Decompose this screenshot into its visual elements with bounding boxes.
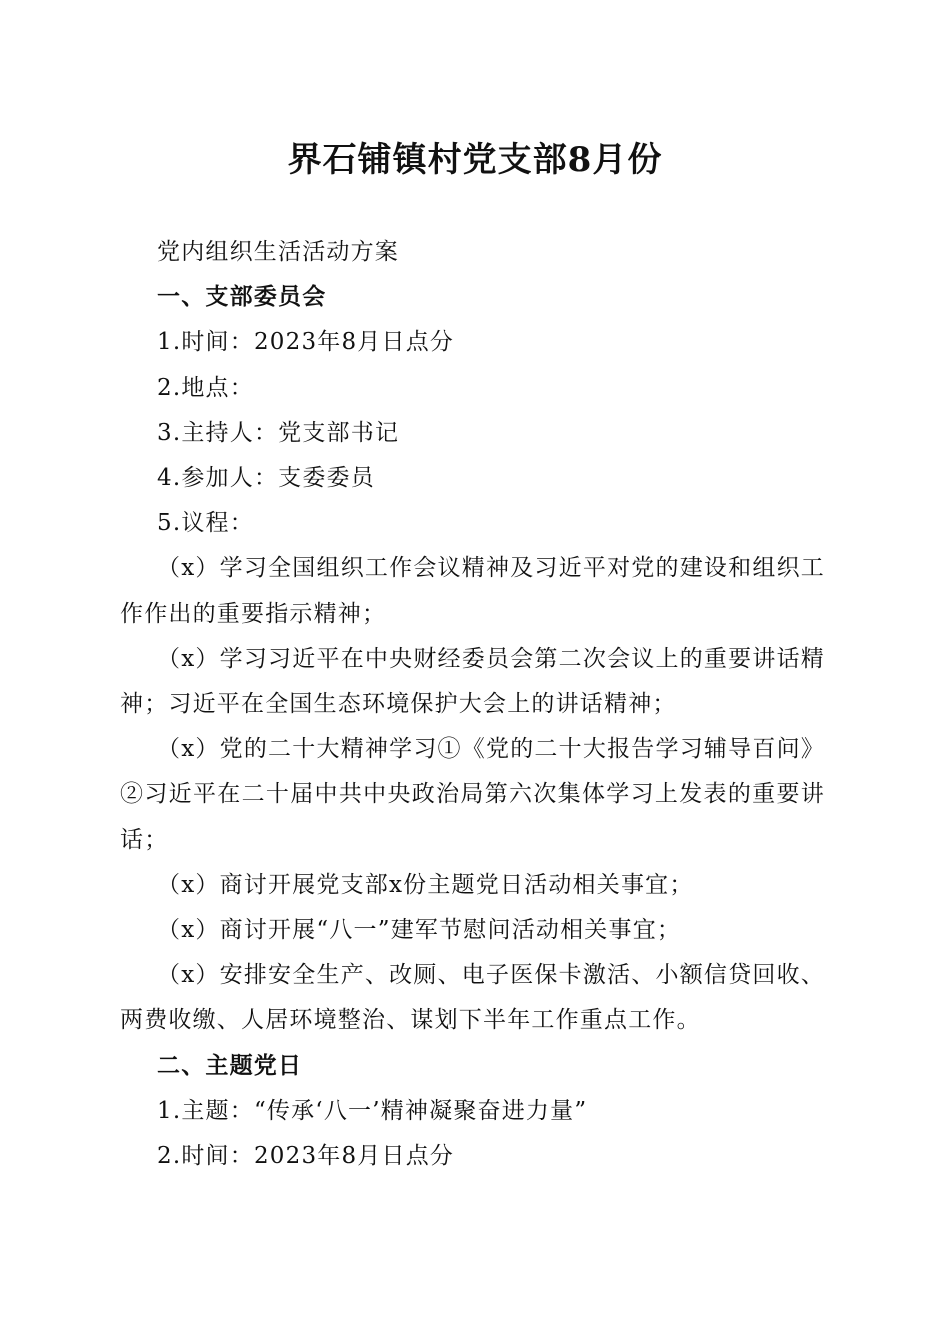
committee-participants: 4.参加人：支委委员 (157, 465, 375, 492)
agenda-item: （x）商讨开展“八一”建军节慰问活动相关事宜； (157, 917, 682, 944)
theme-day-topic: 1.主题：“传承‘八一’精神凝聚奋进力量” (157, 1097, 588, 1124)
agenda-item: （x）学习全国组织工作会议精神及习近平对党的建设和组织工作作出的重要指示精神； (120, 555, 825, 627)
section-heading-committee: 一、支部委员会 (157, 284, 327, 311)
committee-location: 2.地点： (157, 374, 254, 401)
agenda-item: （x）商讨开展党支部x份主题党日活动相关事宜； (157, 871, 694, 898)
committee-time: 1.时间：2023年8月日点分 (157, 329, 455, 356)
document-title: 界石铺镇村党支部8月份 (287, 140, 663, 180)
theme-day-time: 2.时间：2023年8月日点分 (157, 1143, 455, 1170)
agenda-item: （x）学习习近平在中央财经委员会第二次会议上的重要讲话精神；习近平在全国生态环境保护大会上的讲话精神； (120, 645, 825, 718)
committee-host: 3.主持人：党支部书记 (157, 419, 400, 446)
committee-agenda-label: 5.议程： (157, 510, 254, 537)
section-heading-theme-day: 二、主题党日 (157, 1052, 303, 1079)
subtitle: 党内组织生活活动方案 (157, 239, 399, 265)
agenda-item: （x）安排安全生产、改厕、电子医保卡激活、小额信贷回收、两费收缴、人居环境整治、谋划下半年工作重点工作。 (120, 962, 825, 1034)
agenda-item: （x）党的二十大精神学习①《党的二十大报告学习辅导百问》②习近平在二十届中共中央政治局第六次集体学习上发表的重要讲话； (120, 736, 825, 853)
document-body (120, 230, 825, 1179)
